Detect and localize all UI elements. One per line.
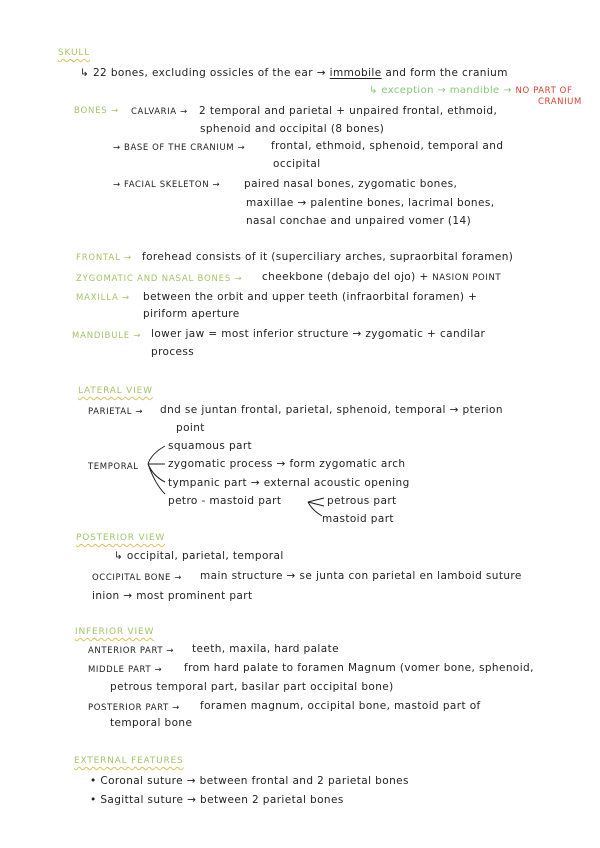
zygomatic-text — [262, 270, 501, 285]
base-line-2: occipital — [273, 158, 321, 170]
mastoid-part: mastoid part — [322, 513, 394, 525]
inion-text: inion → most prominent part — [92, 590, 253, 602]
facial-line-2: maxillae → palentine bones, lacrimal bones, — [246, 197, 495, 209]
facial-label: → FACIAL SKELETON → — [113, 180, 221, 190]
temporal-brace-icon — [145, 444, 167, 496]
petrous-part: petrous part — [327, 495, 397, 507]
heading-skull: SKULL — [58, 48, 90, 58]
calvaria-label: CALVARIA → — [131, 107, 188, 117]
skull-intro-text: 22 bones, excluding ossicles of the ear → — [92, 67, 326, 79]
maxilla-label: MAXILLA → — [76, 293, 130, 303]
skull-intro-end: and form the cranium — [385, 67, 508, 79]
posterior-line-1: ↳ occipital, parietal, temporal — [114, 550, 284, 562]
occipital-text: main structure → se junta con parietal en lamboid suture — [200, 570, 522, 582]
frontal-text: forehead consists of it (superciliary arches, supraorbital foramen) — [142, 251, 514, 263]
base-line-1: frontal, ethmoid, sphenoid, temporal and — [271, 140, 504, 152]
external-item-coronal: • Coronal suture → between frontal and 2 parietal bones — [90, 775, 409, 787]
external-item-sagittal: • Sagittal suture → between 2 parietal bones — [90, 794, 344, 806]
frontal-label: FRONTAL → — [76, 253, 132, 263]
mandibule-label: MANDIBULE → — [72, 331, 142, 341]
anterior-text: teeth, maxila, hard palate — [192, 643, 339, 655]
middle-label: MIDDLE PART → — [88, 665, 163, 675]
facial-line-1: paired nasal bones, zygomatic bones, — [244, 178, 458, 190]
temporal-item-4: petro - mastoid part — [168, 495, 282, 507]
temporal-item-2: zygomatic process → form zygomatic arch — [168, 458, 406, 470]
posterior-part-line-2: temporal bone — [110, 717, 193, 729]
facial-line-3: nasal conchae and unpaired vomer (14) — [246, 215, 472, 227]
temporal-item-1: squamous part — [168, 440, 253, 452]
heading-inferior-view: INFERIOR VIEW — [75, 627, 155, 637]
posterior-part-label: POSTERIOR PART → — [88, 703, 180, 713]
occipital-label: OCCIPITAL BONE → — [92, 573, 183, 583]
nasion-point: NASION POINT — [432, 273, 502, 283]
heading-external-features: EXTERNAL FEATURES — [74, 756, 184, 766]
anterior-label: ANTERIOR PART → — [88, 646, 175, 656]
skull-intro — [80, 66, 508, 80]
parietal-label: PARIETAL → — [88, 407, 144, 417]
parietal-line-1: dnd se juntan frontal, parietal, sphenoid, temporal → pterion — [160, 404, 503, 416]
mandibule-line-2: process — [151, 346, 195, 358]
temporal-label: TEMPORAL — [88, 462, 139, 472]
temporal-item-3: tympanic part → external acoustic opening — [168, 477, 410, 489]
calvaria-line-2: sphenoid and occipital (8 bones) — [200, 123, 385, 135]
maxilla-line-2: piriform aperture — [143, 308, 240, 320]
cranium-text: CRANIUM — [538, 97, 582, 107]
zygomatic-label: ZYGOMATIC AND NASAL BONES → — [76, 274, 243, 284]
posterior-part-line-1: foramen magnum, occipital bone, mastoid part of — [200, 700, 481, 712]
parietal-line-2: point — [176, 422, 205, 434]
bones-label: BONES → — [74, 106, 119, 116]
heading-posterior-view: POSTERIOR VIEW — [76, 533, 166, 543]
zygomatic-desc: cheekbone (debajo del ojo) + — [262, 271, 429, 283]
maxilla-line-1: between the orbit and upper teeth (infraorbital foramen) + — [143, 291, 478, 303]
no-part-text: NO PART OF — [515, 86, 573, 96]
exception-text: ↳ exception → mandible → — [369, 85, 512, 96]
base-label: → BASE OF THE CRANIUM → — [113, 143, 246, 153]
calvaria-line-1: 2 temporal and parietal + unpaired frontal, ethmoid, — [199, 105, 498, 117]
corner-arrow-icon: ↳ — [80, 67, 90, 79]
immobile-text: immobile — [329, 67, 382, 79]
middle-line-1: from hard palate to foramen Magnum (vomer bone, sphenoid, — [184, 662, 534, 674]
heading-lateral-view: LATERAL VIEW — [78, 386, 153, 396]
middle-line-2: petrous temporal part, basilar part occipital bone) — [110, 681, 394, 693]
mandibule-line-1: lower jaw = most inferior structure → zygomatic + candilar — [151, 328, 486, 340]
